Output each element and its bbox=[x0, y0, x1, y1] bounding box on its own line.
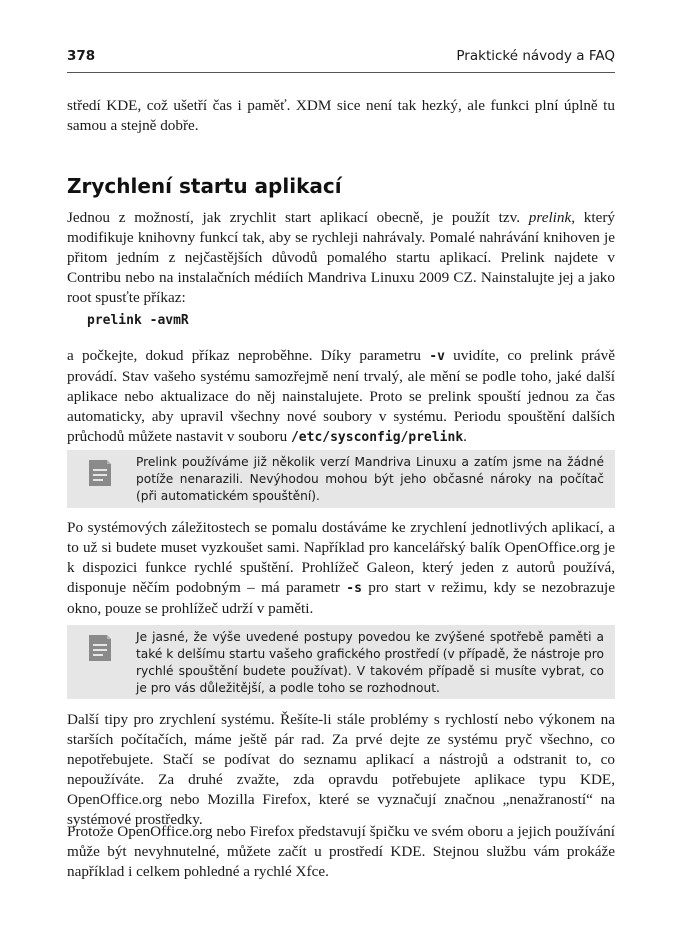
note-box-1 bbox=[67, 450, 615, 508]
page-number: 378 bbox=[67, 48, 96, 64]
paragraph-1-part-b: , který modifikuje knihovny funkcí tak, aby se rychleji nahrávaly. Pomalé nahrávání knihoven je přitom jedním z nejčastějších důvodů pomalého startu aplikací. Prelink najdete v Contribu nebo na instalačních médiích Mandriva Linuxu 2009 CZ. Nainstalujte jej a jako root spusťte příkaz: bbox=[67, 209, 615, 306]
paragraph-2-part-b: uvidíte, co prelink právě provádí. Stav vašeho systému samozřejmě není trvalý, ale mění se podle toho, jaké další aplikace nebo aktualizace do něj nainstalujete. Proto se prelink spouští jednou za čas automaticky, aby upravil všechny nové soubory v systému. Periodu spouštění dalších průchodů můžete nastavit v souboru bbox=[67, 347, 615, 445]
note-box-2 bbox=[67, 625, 615, 699]
term-prelink: prelink bbox=[528, 209, 572, 226]
header-rule bbox=[67, 72, 615, 73]
paragraph-4: Další tipy pro zrychlení systému. Řešíte-li stále problémy s rychlostí nebo výkonem na starších počítačích, máme ještě pár rad. Za prvé dejte ze systému pryč všechno, co nepotřebujete. Stačí se podívat do seznamu aplikací a nástrojů a odstranit to, co nepoužíváte. Za druhé zvažte, zda opravdu potřebujete aplikace typu KDE, OpenOffice.org nebo Mozilla Firefox, které se vyznačují značnou „nenažraností“ na systémové prostředky. bbox=[67, 711, 615, 828]
paragraph-2-part-c: . bbox=[463, 428, 467, 445]
note-icon bbox=[87, 633, 113, 668]
param-v: -v bbox=[429, 349, 445, 364]
section-heading: Zrychlení startu aplikací bbox=[67, 174, 342, 198]
note-icon bbox=[87, 458, 113, 493]
config-path: /etc/sysconfig/prelink bbox=[290, 430, 464, 445]
param-s: -s bbox=[346, 581, 362, 596]
paragraph-1 bbox=[67, 208, 615, 308]
paragraph-1-part-a: Jednou z možností, jak zrychlit start aplikací obecně, je použít tzv. bbox=[67, 209, 529, 226]
paragraph-3-part-a: Po systémových záležitostech se pomalu dostáváme ke zrychlení jednotlivých aplikací, a to už si budete muset vyzkoušet sami. Například pro kancelářský balík OpenOffice.org je k dispozici funkce rychlé spuštění. Prohlížeč Galeon, který jeden z autorů používá, disponuje něčím podobným – má parametr bbox=[67, 519, 615, 596]
paragraph-5: Protože OpenOffice.org nebo Firefox představují špičku ve svém oboru a jejich používání může být nevyhnutelné, můžete začít u prostředí KDE. Stejnou službu vám prokáže například i celkem pohledné a rychlé Xfce. bbox=[67, 823, 615, 880]
paragraph-3-part-b: pro start v režimu, kdy se nezobrazuje okno, pouze se prohlížeč udrží v paměti. bbox=[67, 579, 616, 617]
paragraph-2 bbox=[67, 346, 615, 448]
paragraph-3 bbox=[67, 518, 615, 619]
note-text-2: Je jasné, že výše uvedené postupy povedou ke zvýšené spotřebě paměti a také k delšímu startu vašeho grafického prostředí (v případě, že nástroje pro rychlé spouštění budete používat). V takovém případě si musíte vybrat, co je pro vás důležitější, a podle toho se rozhodnout. bbox=[136, 630, 604, 695]
command-line: prelink -avmR bbox=[87, 313, 189, 328]
page-header bbox=[67, 48, 615, 68]
chapter-title: Praktické návody a FAQ bbox=[456, 48, 615, 64]
note-text-1: Prelink používáme již několik verzí Mandriva Linuxu a zatím jsme na žádné potíže nenarazili. Nevýhodou mohou být jeho občasné nároky na počítač (při automatickém spouštění). bbox=[136, 455, 604, 503]
intro-paragraph: středí KDE, což ušetří čas i paměť. XDM sice není tak hezký, ale funkci plní úplně tu samou a stejně dobře. bbox=[67, 97, 615, 134]
paragraph-2-part-a: a počkejte, dokud příkaz neproběhne. Díky parametru bbox=[67, 347, 430, 364]
